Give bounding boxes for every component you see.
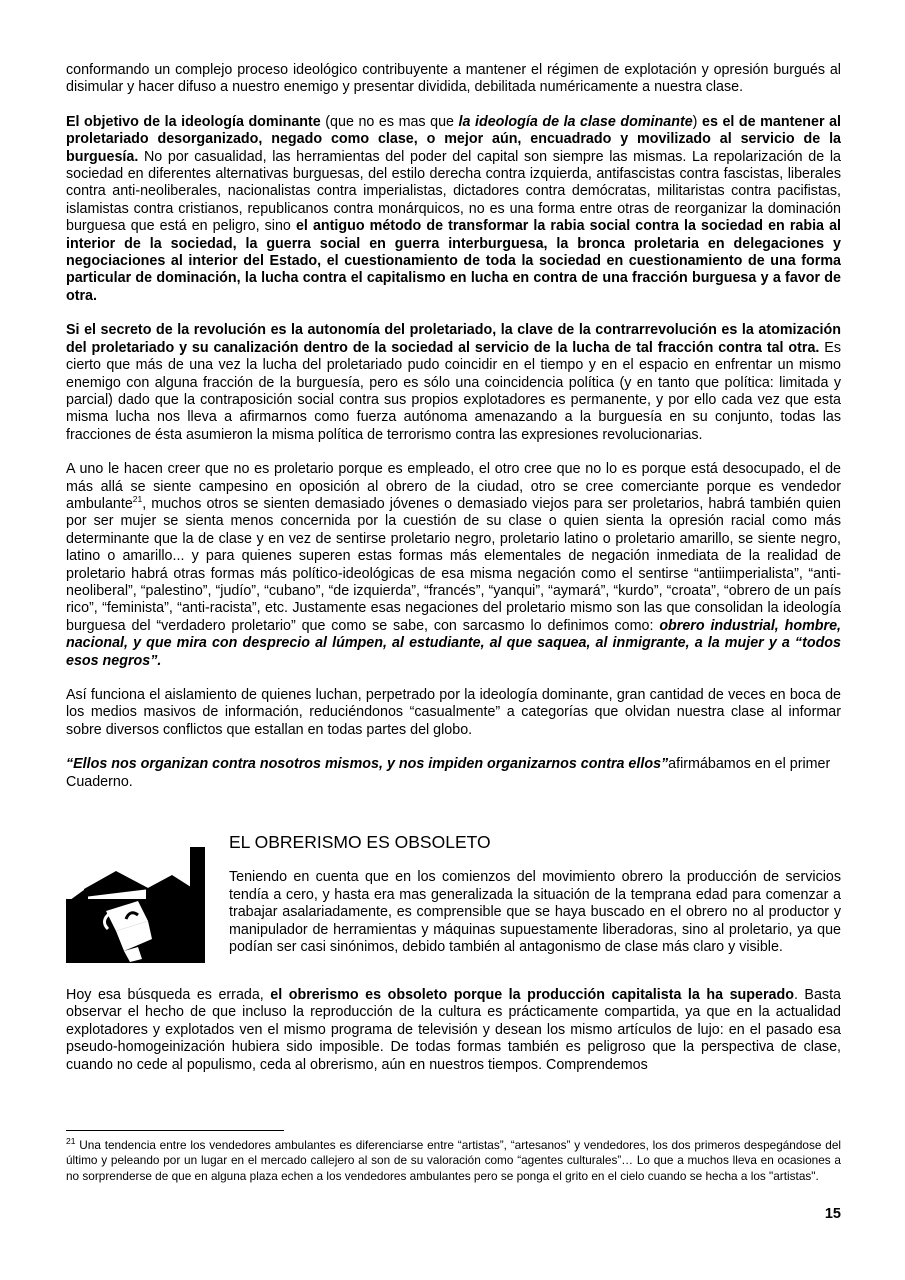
paragraph-revolution: Si el secreto de la revolución es la autonomía del proletariado, la clave de la contrarrevolución es la atomización del proletariado y su canalización dentro de la sociedad al servicio de la lucha de tal fracción contra tal otra. Es cierto que más de una vez la lucha del proletariado pudo coincidir en el tiempo y en el espacio en enfrentar un mismo enemigo con alguna fracción de la burguesía, pero es sólo una coincidencia política (y en tanto que política: limitada y parcial) dado que la contraposición social contra sus propios explotadores es permanente, y por ello cada vez que esta misma lucha nos lleva a afirmarnos como fuerza autónoma amenazando a la burguesía en su conjunto, todas las fracciones de ésta asumieron la misma política de terrorismo contra las expresiones revolucionarias. bbox=[66, 322, 841, 443]
bold-italic-text: la ideología de la clase dominante bbox=[458, 113, 693, 130]
paragraph-proletarian: A uno le hacen creer que no es proletario porque es empleado, el otro cree que no lo es porque está desocupado, el de más allá se siente campesino en oposición al obrero de la ciudad, otro se cree comerciante porque es vendedor ambulante$^{21}$, muchos otros se sienten demasiado jóvenes o demasiado viejos para ser proletarios, habrá también quien por ser mujer se sienta menos concernida por la cuestión de su clase o quien sienta la opresión racial como más determinante que la de clase y en vez de sentirse proletario negro, proletario latino o proletario amarillo, se siente negro, latino o amarillo... y para quienes superen estas formas más elementales de negación inmediata de la realidad de proletario habrá otras formas más político-ideológicas de esa misma negación como el sentirse “antiimperialista”, “anti-neoliberal”, “palestino”, “judío”, “cubano”, “de izquierda”, “francés”, “yanqui”, “aymará”, “kurdo”, “croata”, “obrero de un país rico”, “feminista”, “anti-racista”, etc. Justamente esas negaciones del proletario mismo son las que consolidan la ideología burguesa del “verdadero proletario” que como se sabe, con sarcasmo lo definimos como: obrero industrial, hombre, nacional, y que mira con desprecio al lúmpen, al estudiante, al que saquea, al inmigrante, a la mujer y a “todos esos negros”. bbox=[66, 461, 842, 669]
section-obrerismo bbox=[66, 831, 841, 971]
paragraph-ideology: El objetivo de la ideología dominante (que no es mas que la ideología de la clase dominante) es el de mantener al proletariado desorganizado, negado como clase, o mejor aún, encuadrado y movilizado al servicio de la burguesía. No por casualidad, las herramientas del poder del capital son siempre las mismas. La repolarización de la sociedad en diferentes alternativas burguesas, del estilo derecha contra izquierda, antifascistas contra fascistas, liberales contra anti-neoliberales, nacionalistas contra imperialistas, dictadores contra demócratas, militaristas contra pacifistas, islamistas contra cristianos, republicanos contra monárquicos, no es una forma entre otras de reorganizar la dominación burguesa que está en peligro, sino el antiguo método de transformar la rabia social contra la sociedad en rabia al interior de la sociedad, la guerra social en guerra interburguesa, la bronca proletaria en delegaciones y negociaciones al interior del Estado, el cuestionamiento de toda la sociedad en cuestionamiento de una forma particular de dominación, la lucha contra el capitalismo en lucha en contra de una fracción burguesa y a favor de otra. bbox=[66, 113, 842, 304]
paragraph-intro: conformando un complejo proceso ideológico contribuyente a mantener el régimen de explotación y opresión burgués al disimular y hacer difuso a nuestro enemigo y presentar dividida, debilitada numéricamente a nuestra clase. bbox=[66, 62, 841, 96]
paragraph-isolation: Así funciona el aislamiento de quienes luchan, perpetrado por la ideología dominante, gran cantidad de veces en boca de los medios masivos de información, reduciéndonos “casualmente” a categorías que olvidan nuestra clase al informar sobre diversos conflictos que estallan en todas partes del globo. bbox=[66, 687, 841, 738]
page-content bbox=[66, 62, 841, 1074]
bold-text: el obrerismo es obsoleto porque la producción capitalista la ha superado bbox=[270, 987, 794, 1004]
bold-text: es el de mantener al proletariado desorganizado, negado como clase, o mejor aún, encuadrado y movilizado al servicio de la burguesía. bbox=[66, 113, 842, 165]
paragraph-quote: “Ellos nos organizan contra nosotros mismos, y nos impiden organizarnos contra ellos”afirmábamos en el primer Cuaderno. bbox=[66, 756, 831, 790]
factory-icon bbox=[66, 847, 216, 963]
page-number: 15 bbox=[824, 1206, 841, 1222]
footnote-text: Una tendencia entre los vendedores ambulantes es diferenciarse entre “artistas”, “artesanos” y vendedores, los dos primeros despegándose del último y peleando por un lugar en el mercado callejero al son de su valoración como “agentes culturales”… Lo que a muchos lleva en ocasiones a no sorprenderse de que en alguna plaza echen a los vendedores ambulantes pero se ponga el grito en el cielo cuando se hecha a los "artistas". bbox=[66, 1138, 841, 1183]
bold-text: El objetivo de la ideología dominante bbox=[66, 113, 321, 130]
footnote bbox=[66, 1138, 841, 1184]
bold-text: Si el secreto de la revolución es la autonomía del proletariado, la clave de la contrarrevolución es la atomización del proletariado y su canalización dentro de la sociedad al servicio de la lucha de tal fracción contra tal otra. bbox=[66, 322, 841, 356]
section-intro: Teniendo en cuenta que en los comienzos del movimiento obrero la producción de servicios tendía a cero, y hasta era mas generalizada la situación de la temprana edad para comenzar a trabajar asalariadamente, es comprensible que se haya buscado en el obrero no al productor y manipulador de herramientas y máquinas supuestamente liberadoras, sino al proletario, ya que podían ser casi sinónimos, debido también al antagonismo de clase más claro y visible. bbox=[229, 869, 841, 956]
section-body bbox=[229, 831, 841, 957]
paragraph-obsolete: Hoy esa búsqueda es errada, el obrerismo es obsoleto porque la producción capitalista la ha superado. Basta observar el hecho de que incluso la reproducción de la cultura es prácticamente compartida, ya que en la actualidad explotadores y explotados ven el mismo programa de televisión y desean los mismo artículos de lujo: en el pasado esa pseudo-homogeinización hubiera sido imposible. De todas formas también es peligroso que la perspectiva de clase, cuando no cede al populismo, ceda al obrerismo, aún en nuestros tiempos. Comprendemos bbox=[66, 987, 841, 1073]
footnote-reference[interactable]: 21 bbox=[132, 494, 143, 505]
footnote-number: 21 bbox=[66, 1136, 76, 1147]
quote-text: “Ellos nos organizan contra nosotros mismos, y nos impiden organizarnos contra ellos” bbox=[66, 756, 669, 773]
bold-text: el antiguo método de transformar la rabia social contra la sociedad en rabia al interior de la sociedad, la guerra social en guerra interburguesa, la bronca proletaria en delegaciones y negociaciones al interior del Estado, el cuestionamiento de toda la sociedad en cuestionamiento de una forma particular de dominación, la lucha contra el capitalismo en lucha en contra de una fracción burguesa y a favor de otra. bbox=[66, 218, 841, 304]
footnote-separator bbox=[66, 1130, 284, 1131]
bold-italic-text: obrero industrial, hombre, nacional, y que mira con desprecio al lúmpen, al estudiante, al que saquea, al inmigrante, a la mujer y a “todos esos negros”. bbox=[66, 617, 842, 669]
section-title: EL OBRERISMO ES OBSOLETO bbox=[229, 832, 491, 853]
